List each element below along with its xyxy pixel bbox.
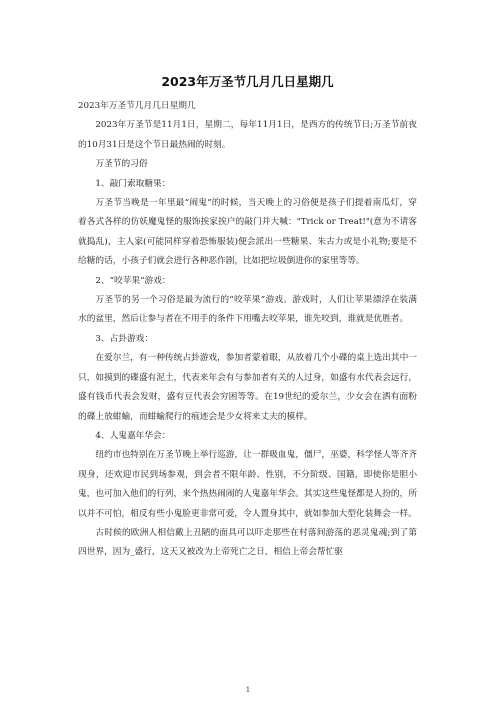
body-paragraph: 纽约市也特别在万圣节晚上举行巡游，让一群吸血鬼，僵尸，巫婆，科学怪人等齐齐现身，还欢迎市民到场参观，到会者不限年龄、性别，不分阶级、国籍，即使你是胆小鬼，也可加入他们的行列，来个热热闹闹的人鬼嘉年华会。其实这些鬼怪都是人扮的，所以并不可怕，相反有些小鬼脸更非常可爱，令人置身其中，就如参加大型化装舞会一样。 [78,450,417,519]
body-paragraph: 万圣节当晚是一年里最“闹鬼”的时候，当天晚上的习俗便是孩子们提着南瓜灯，穿着各式各样的仿妖魔鬼怪的服饰挨家挨户的敲门并大喊："Trick or Treat!"(意为不请客就捣乱)，主人家(可能同样穿着恐怖服装)便会派出一些糖果、朱古力或是小礼物;要是不给糖的话，小孩子们就会进行各种恶作剧，比如把垃圾倒进你的家里等等。 [78,198,417,267]
body-paragraph: 2023年万圣节是11月1日，星期二，每年11月1日，是西方的传统节日;万圣节前夜的10月31日是这个节日最热闹的时刻。 [78,120,417,150]
body-paragraph: 2023年万圣节几月几日星期几 [78,101,196,111]
body-paragraph: 古时候的欧洲人相信戴上丑陋的面具可以吓走那些在村落间游荡的恶灵鬼魂;到了第四世界，因为_盛行，这天又被改为上帝死亡之日，相信上帝会帮忙驱 [78,527,417,558]
body-paragraph: 万圣节的习俗 [95,159,148,170]
page-number: 1 [245,686,251,694]
body-paragraph: 3、占卦游戏： [95,333,154,344]
body-paragraph: 万圣节的另一个习俗是最为流行的“咬苹果”游戏。游戏时，人们让苹果漂浮在装满水的盆里，然后让参与者在不用手的条件下用嘴去咬苹果，谁先咬到，谁就是优胜者。 [78,295,417,325]
document-body [78,97,417,563]
body-paragraph: 1、敲门索取糖果： [95,178,171,189]
document-title: 2023年万圣节几月几日星期几 [161,74,334,89]
body-paragraph: 在爱尔兰，有一种传统占卦游戏，参加者蒙着眼，从放着几个小碟的桌上选出其中一只，如摸到的碟盛有泥土，代表来年会有与参加者有关的人过身，如盛有水代表会远行，盛有钱币代表会发财，盛有豆代表会穷困等等。在19世纪的爱尔兰，少女会在洒有面粉的碟上放蚶蝓，而蚶蝓爬行的痕迹会是少女将来丈夫的模样。 [78,353,417,422]
body-paragraph: 4、人鬼嘉年华会： [95,430,171,441]
body-paragraph: 2、“咬苹果”游戏： [95,275,171,286]
